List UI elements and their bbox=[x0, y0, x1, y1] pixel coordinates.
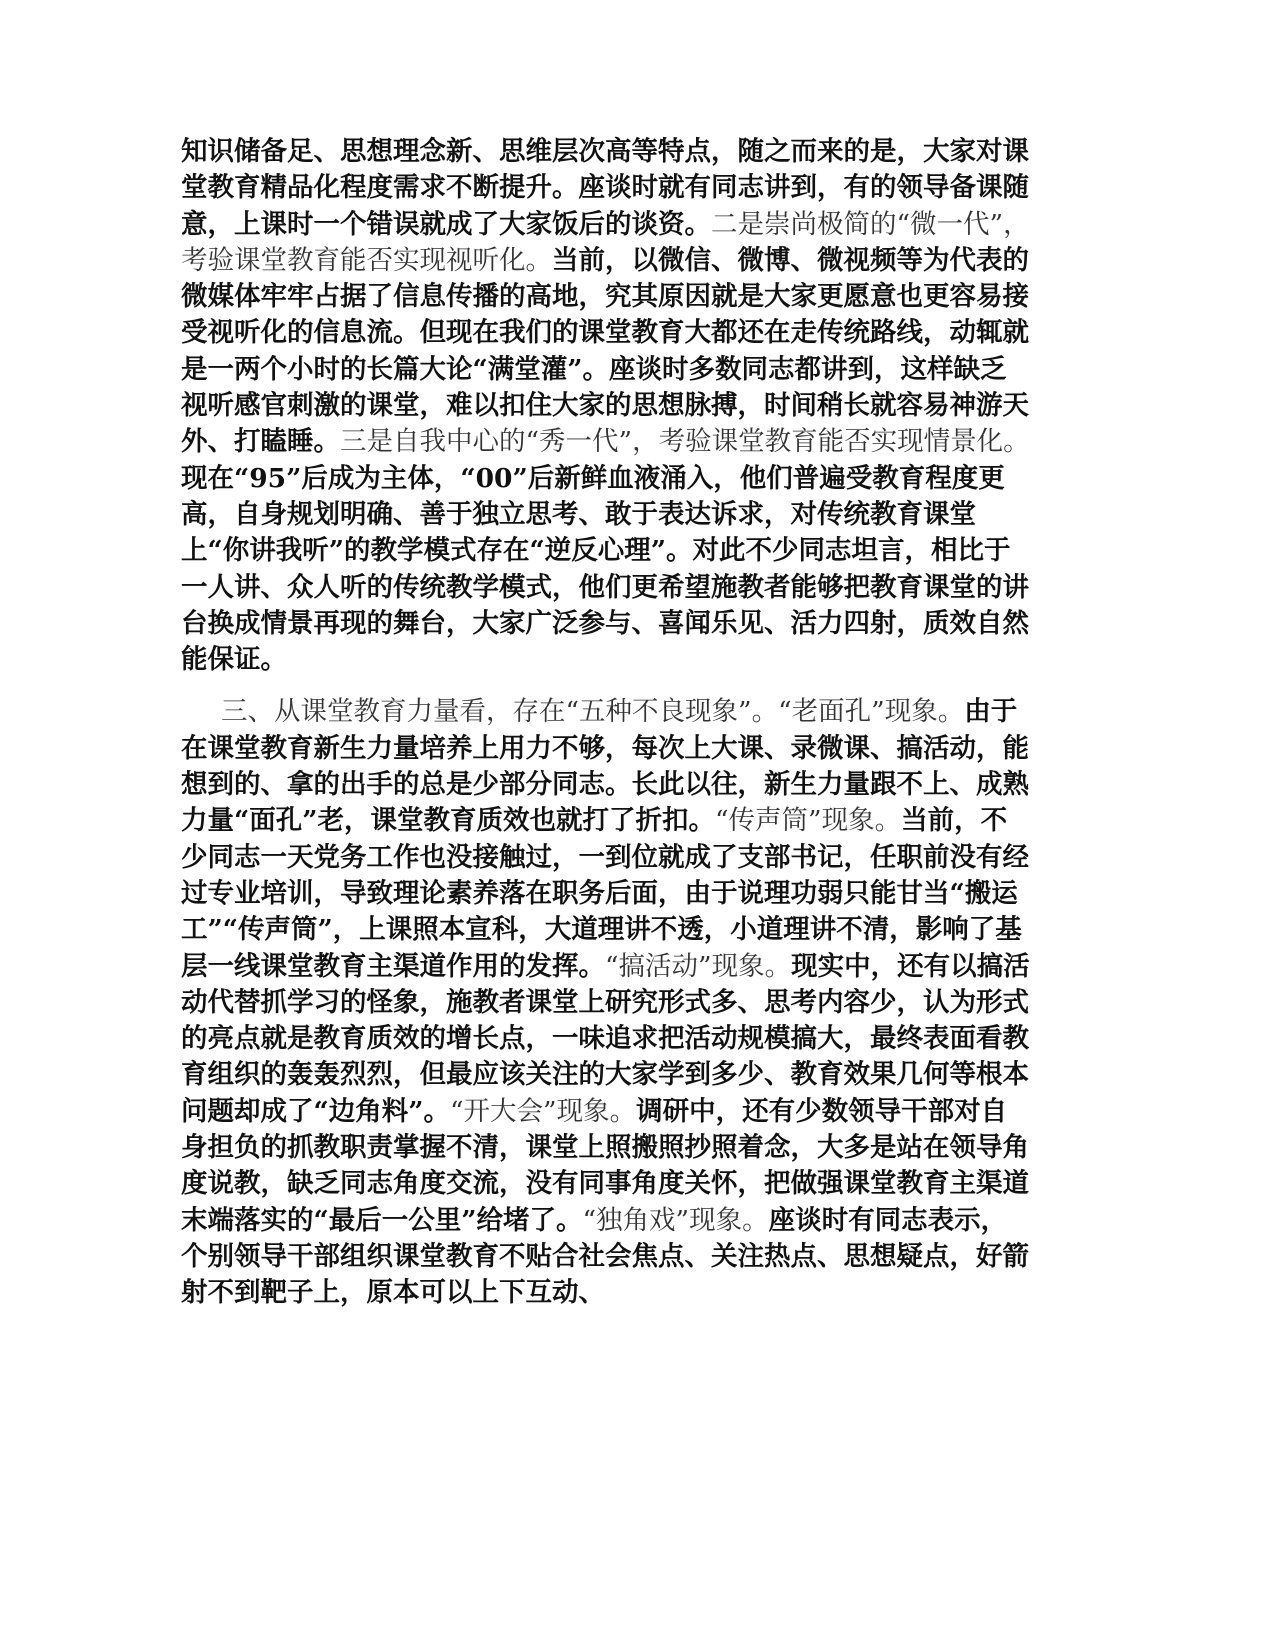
text-run: 现实中，还有以搞活动代替抓学习的怪象，施教者课堂上研究形式多、思考内容少，认为形式的亮点就是教育质效的增长点，一味追求把活动规模搞大，最终表面看教育组织的轰轰烈烈，但最应该关注的大家学到多少、教育效果几何等根本问题却成了“边角料”。 bbox=[181, 950, 1030, 1127]
text-run: “搞活动”现象。 bbox=[605, 950, 792, 982]
document-page bbox=[181, 134, 1031, 1312]
text-run: 知识储备足、思想理念新、思维层次高等特点，随之而来的是，大家对课堂教育精品化程度需求不断提升。座谈时就有同志讲到，有的领导备课随意，上课时一个错误就成了大家饭后的谈资。 bbox=[181, 136, 1029, 240]
text-run: 三、从课堂教育力量看，存在“五种不良现象”。“老面孔”现象。 bbox=[221, 696, 965, 728]
paragraph-2 bbox=[181, 694, 1031, 1311]
text-run: “传声筒”现象。 bbox=[715, 805, 902, 837]
text-run: 当前，以微信、微博、微视频等为代表的微媒体牢牢占据了信息传播的高地，究其原因就是大家更愿意也更容易接受视听化的信息流。但现在我们的课堂教育大都还在走传统路线，动辄就是一两个小时的长篇大论“满堂灌”。座谈时多数同志都讲到，这样缺乏视听感官刺激的课堂，难以扣住大家的思想脉搏，时间稍长就容易神游天外、打瞌睡。 bbox=[181, 244, 1029, 458]
text-run: 座谈时有同志表示，个别领导干部组织课堂教育不贴合社会焦点、关注热点、思想疑点，好箭射不到靶子上，原本可以上下互动、 bbox=[181, 1204, 1029, 1309]
text-run: 当前，不少同志一天党务工作也没接触过，一到位就成了支部书记，任职前没有经过专业培训，导致理论素养落在职务后面，由于说理功弱只能甘当“搬运工”“传声筒”，上课照本宣科，大道理讲不透，小道理讲不清，影响了基层一线课堂教育主渠道作用的发挥。 bbox=[181, 805, 1029, 982]
text-run: 由于在课堂教育新生力量培养上用力不够，每次上大课、录微课、搞活动，能想到的、拿的出手的总是少部分同志。长此以往，新生力量跟不上、成熟力量“面孔”老，课堂教育质效也就打了折扣。 bbox=[181, 696, 1029, 837]
paragraph-1 bbox=[181, 134, 1031, 678]
text-run: “独角戏”现象。 bbox=[582, 1204, 769, 1236]
text-run: 调研中，还有少数领导干部对自身担负的抓教职责掌握不清，课堂上照搬照抄照着念，大多是站在领导角度说教，缺乏同志角度交流，没有同事角度关怀，把做强课堂教育主渠道末端落实的“最后一公里”给堵了。 bbox=[181, 1095, 1029, 1236]
text-run: 三是自我中心的“秀一代”，考验课堂教育能否实现情景化。 bbox=[340, 426, 1030, 458]
text-run: 二是崇尚极简的“微一代”，考验课堂教育能否实现视听化。 bbox=[181, 208, 1030, 276]
text-run: “开大会”现象。 bbox=[450, 1095, 637, 1127]
text-run: 现在“95”后成为主体，“00”后新鲜血液涌入，他们普遍受教育程度更高，自身规划明确、善于独立思考、敢于表达诉求，对传统教育课堂上“你讲我听”的教学模式存在“逆反心理”。对此不少同志坦言，相比于一人讲、众人听的传统教学模式，他们更希望施教者能够把教育课堂的讲台换成情景再现的舞台，大家广泛参与、喜闻乐见、活力四射，质效自然能保证。 bbox=[181, 462, 1029, 676]
